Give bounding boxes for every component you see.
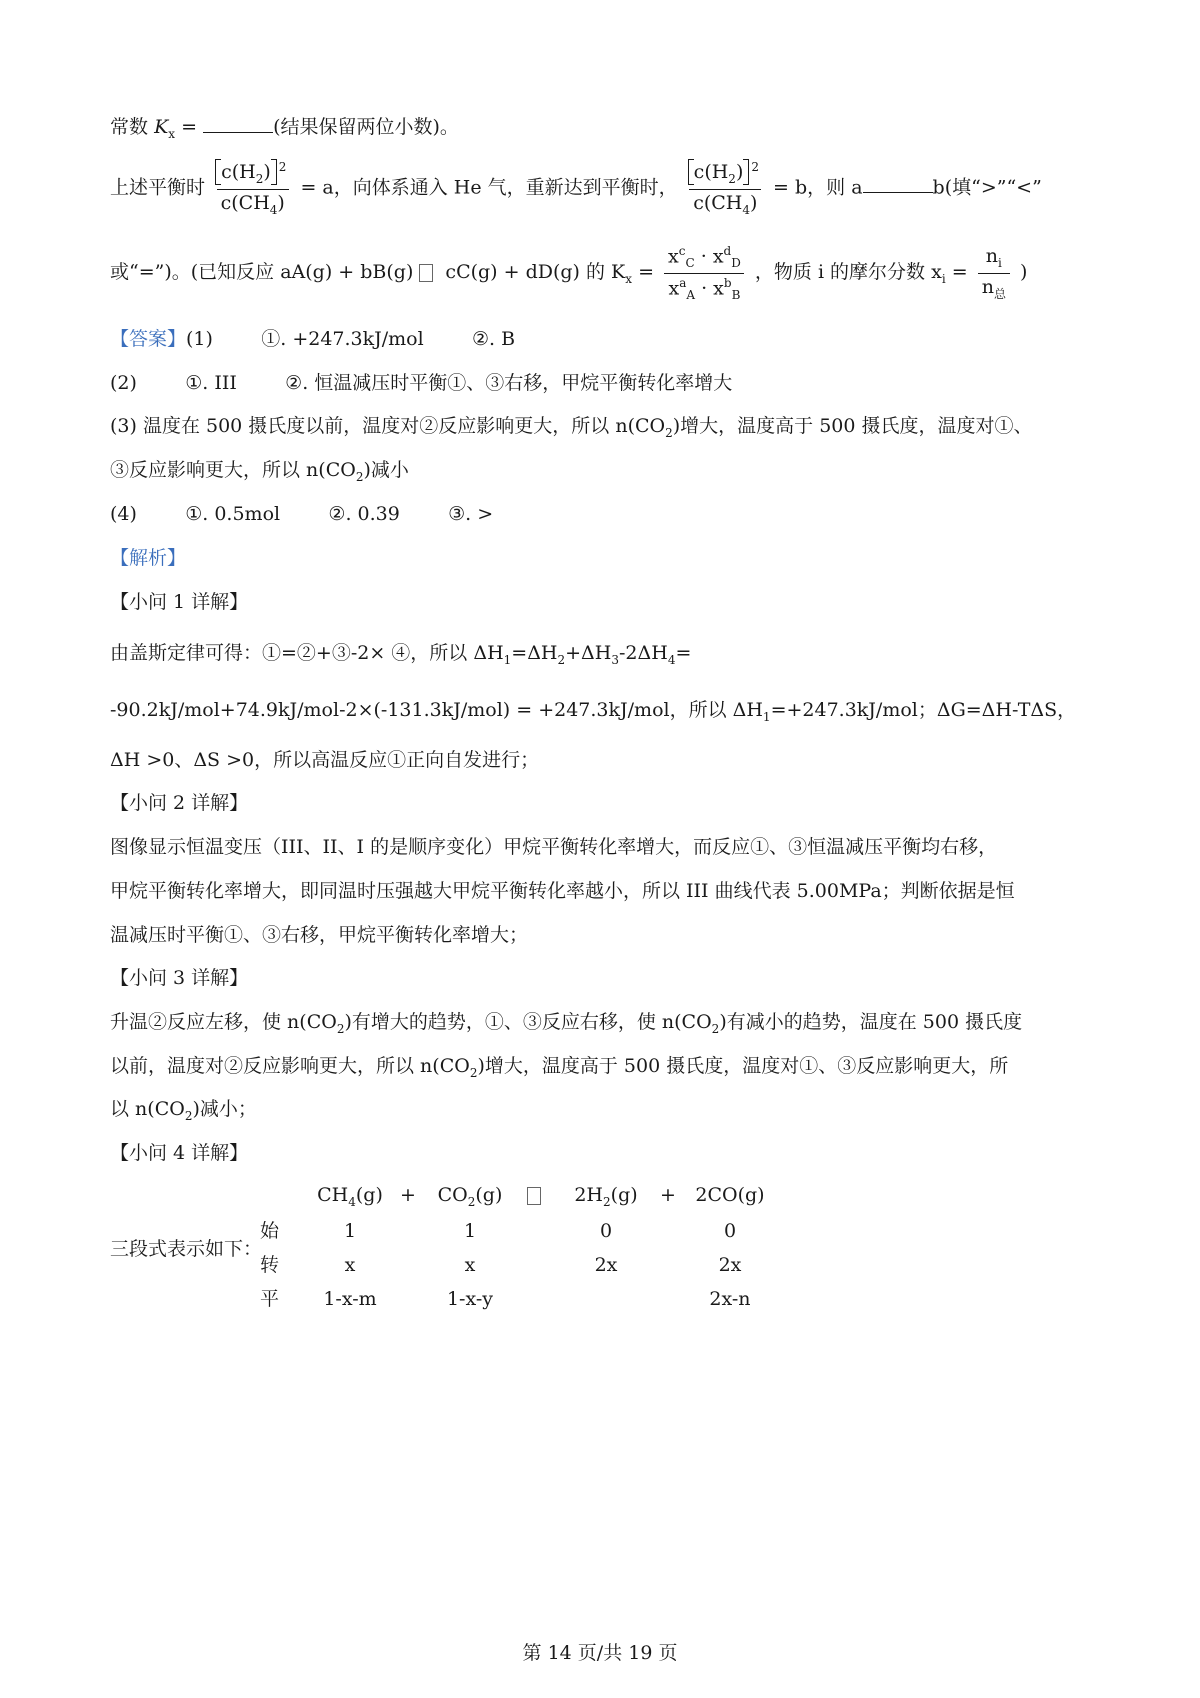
cell: 2x — [718, 1254, 742, 1276]
header-ch4: $CH_4(g)$ — [317, 1184, 383, 1209]
section-heading: 【小问 3 详解】 — [110, 967, 249, 989]
text: )有减小的趋势，温度在 500 摄氏度 — [719, 1011, 1023, 1033]
text: 上述平衡时 — [110, 176, 206, 199]
subscript: 3 — [611, 652, 619, 667]
text: 三段式表示如下： — [110, 1238, 263, 1260]
text: cC(g) + dD(g) 的 K — [445, 261, 626, 284]
row-label: 平 — [260, 1288, 280, 1310]
row-label: 始 — [260, 1220, 280, 1242]
equals-sign: = — [951, 261, 968, 284]
subscript: 2 — [665, 425, 673, 440]
text: ，物质 i 的摩尔分数 x — [754, 261, 942, 284]
text: 升温②反应左移，使 n(CO — [110, 1011, 337, 1033]
q2-line-1 — [110, 832, 1120, 862]
section-heading: 【小问 2 详解】 — [110, 792, 249, 814]
subscript: 2 — [184, 1108, 193, 1123]
text: -2ΔH — [619, 642, 668, 664]
text: 温减压时平衡①、③右移，甲烷平衡转化率增大； — [110, 924, 529, 946]
question-line-kx — [110, 112, 1120, 149]
subscript: 2 — [711, 1021, 720, 1036]
plus-sign: + — [660, 1184, 676, 1206]
answer-line-3b — [110, 455, 1120, 492]
text: b(填“>”“<” — [932, 176, 1042, 199]
analysis-heading: 【解析】 — [110, 547, 187, 569]
text: =+247.3kJ/mol；ΔG=ΔH-TΔS， — [770, 699, 1077, 721]
answer-line-2 — [110, 368, 1120, 398]
page-footer: 第 14 页/共 19 页 — [522, 1642, 678, 1664]
kx-fraction: $\frac{x^c_C \cdot x^d_D}{x^a_A \cdot x^b_B}$ — [664, 244, 745, 302]
text: ) — [1020, 261, 1028, 284]
subscript: x — [625, 271, 633, 286]
question-line-ratio — [110, 160, 1120, 217]
cell: 1 — [343, 1220, 357, 1242]
table-row — [260, 1216, 790, 1246]
subscript: 2 — [336, 1021, 345, 1036]
subscript: 1 — [762, 709, 771, 724]
answer-blank — [863, 172, 933, 193]
text: = b，则 a — [773, 176, 863, 199]
kx-subscript: x — [168, 126, 176, 141]
subscript: 1 — [503, 652, 512, 667]
text: )减小 — [363, 459, 409, 481]
text: 甲烷平衡转化率增大，即同温时压强越大甲烷平衡转化率越小，所以 III 曲线代表 5.00MPa；判断依据是恒 — [110, 880, 1015, 902]
text: 以 n(CO — [110, 1098, 185, 1120]
plus-sign: + — [400, 1184, 416, 1206]
q4-heading — [110, 1138, 1120, 1168]
text: =ΔH — [511, 642, 558, 664]
question-line-definition — [110, 244, 1120, 304]
answer-line-4 — [110, 499, 1120, 529]
ratio-fraction-a: $\frac{c(H_2) ^2}{c(CH_4)}$ — [215, 160, 290, 217]
q2-heading — [110, 788, 1120, 818]
analysis-label — [110, 543, 1120, 573]
table-row — [260, 1284, 790, 1314]
text: (3) 温度在 500 摄氏度以前，温度对②反应影响更大，所以 n(CO — [110, 415, 666, 437]
text: )增大，温度高于 500 摄氏度，温度对①、 — [672, 415, 1033, 437]
text: ③反应影响更大，所以 n(CO — [110, 459, 356, 481]
text: (1) ①. +247.3kJ/mol ②. B — [186, 328, 516, 350]
row-label: 转 — [260, 1254, 280, 1276]
text: +ΔH — [565, 642, 612, 664]
q1-line-1 — [110, 638, 1120, 675]
header-h2: $2H_2(g)$ — [574, 1184, 638, 1209]
table-row — [260, 1250, 790, 1280]
cell: 1-x-y — [446, 1288, 494, 1310]
answer-label: 【答案】 — [110, 328, 187, 350]
ratio-fraction-b: $\frac{c(H_2) ^2}{c(CH_4)}$ — [688, 160, 763, 217]
text: -90.2kJ/mol+74.9kJ/mol-2×(-131.3kJ/mol) = +247.3kJ/mol，所以 ΔH — [110, 699, 763, 721]
q3-line-2 — [110, 1051, 1120, 1088]
equals-sign: = — [638, 261, 654, 284]
text: = — [675, 642, 692, 664]
cell: x — [464, 1254, 476, 1276]
q3-line-1 — [110, 1007, 1120, 1044]
text: 以前，温度对②反应影响更大，所以 n(CO — [110, 1055, 470, 1077]
subscript: i — [941, 271, 946, 286]
subscript: 2 — [557, 652, 566, 667]
cell: 1-x-m — [323, 1288, 377, 1310]
section-heading: 【小问 1 详解】 — [110, 591, 249, 613]
cell: 2x-n — [709, 1288, 751, 1310]
text: )减小； — [192, 1098, 257, 1120]
answer-line-3 — [110, 411, 1120, 448]
header-co2: $CO_2(g)$ — [437, 1184, 503, 1209]
q1-line-3 — [110, 745, 1120, 775]
text: (2) ①. III ②. 恒温减压时平衡①、③右移，甲烷平衡转化率增大 — [110, 372, 733, 394]
subscript: 2 — [355, 469, 364, 484]
table-header — [290, 1180, 790, 1210]
cell: 0 — [599, 1220, 613, 1242]
text: (4) ①. 0.5mol ②. 0.39 ③. > — [110, 503, 494, 525]
q1-heading — [110, 587, 1120, 617]
kx-symbol: K — [154, 116, 169, 138]
subscript: 4 — [667, 652, 676, 667]
q2-line-3 — [110, 920, 1120, 950]
text: )有增大的趋势，①、③反应右移，使 n(CO — [344, 1011, 712, 1033]
answer-blank — [203, 112, 273, 133]
cell: 0 — [723, 1220, 737, 1242]
subscript: 2 — [469, 1065, 478, 1080]
xi-fraction: $\frac{n_i}{n_总}$ — [978, 245, 1010, 300]
cell: x — [344, 1254, 356, 1276]
text: 由盖斯定律可得：①=②+③-2× ④，所以 ΔH — [110, 642, 504, 664]
equals-sign: = — [181, 116, 198, 138]
q1-line-2 — [110, 695, 1120, 732]
cell: 1 — [463, 1220, 477, 1242]
header-co: 2CO(g) — [695, 1184, 765, 1206]
q3-heading — [110, 963, 1120, 993]
section-heading: 【小问 4 详解】 — [110, 1142, 249, 1164]
text: ΔH >0、ΔS >0，所以高温反应①正向自发进行； — [110, 749, 540, 771]
text: = a，向体系通入 He 气，重新达到平衡时， — [300, 176, 678, 199]
q2-line-2 — [110, 876, 1120, 906]
text: 常数 — [110, 116, 149, 138]
text: (结果保留两位小数)。 — [273, 116, 459, 138]
cell: 2x — [594, 1254, 618, 1276]
answer-line-1 — [110, 324, 1120, 354]
q3-line-3 — [110, 1094, 1120, 1131]
text: 图像显示恒温变压（III、II、I 的是顺序变化）甲烷平衡转化率增大，而反应①、③恒温减压平衡均右移， — [110, 836, 998, 858]
equilibrium-arrow-icon — [419, 264, 433, 282]
text: )增大，温度高于 500 摄氏度，温度对①、③反应影响更大，所 — [477, 1055, 1009, 1077]
text: 或“=”)。(已知反应 aA(g) + bB(g) — [110, 261, 414, 284]
